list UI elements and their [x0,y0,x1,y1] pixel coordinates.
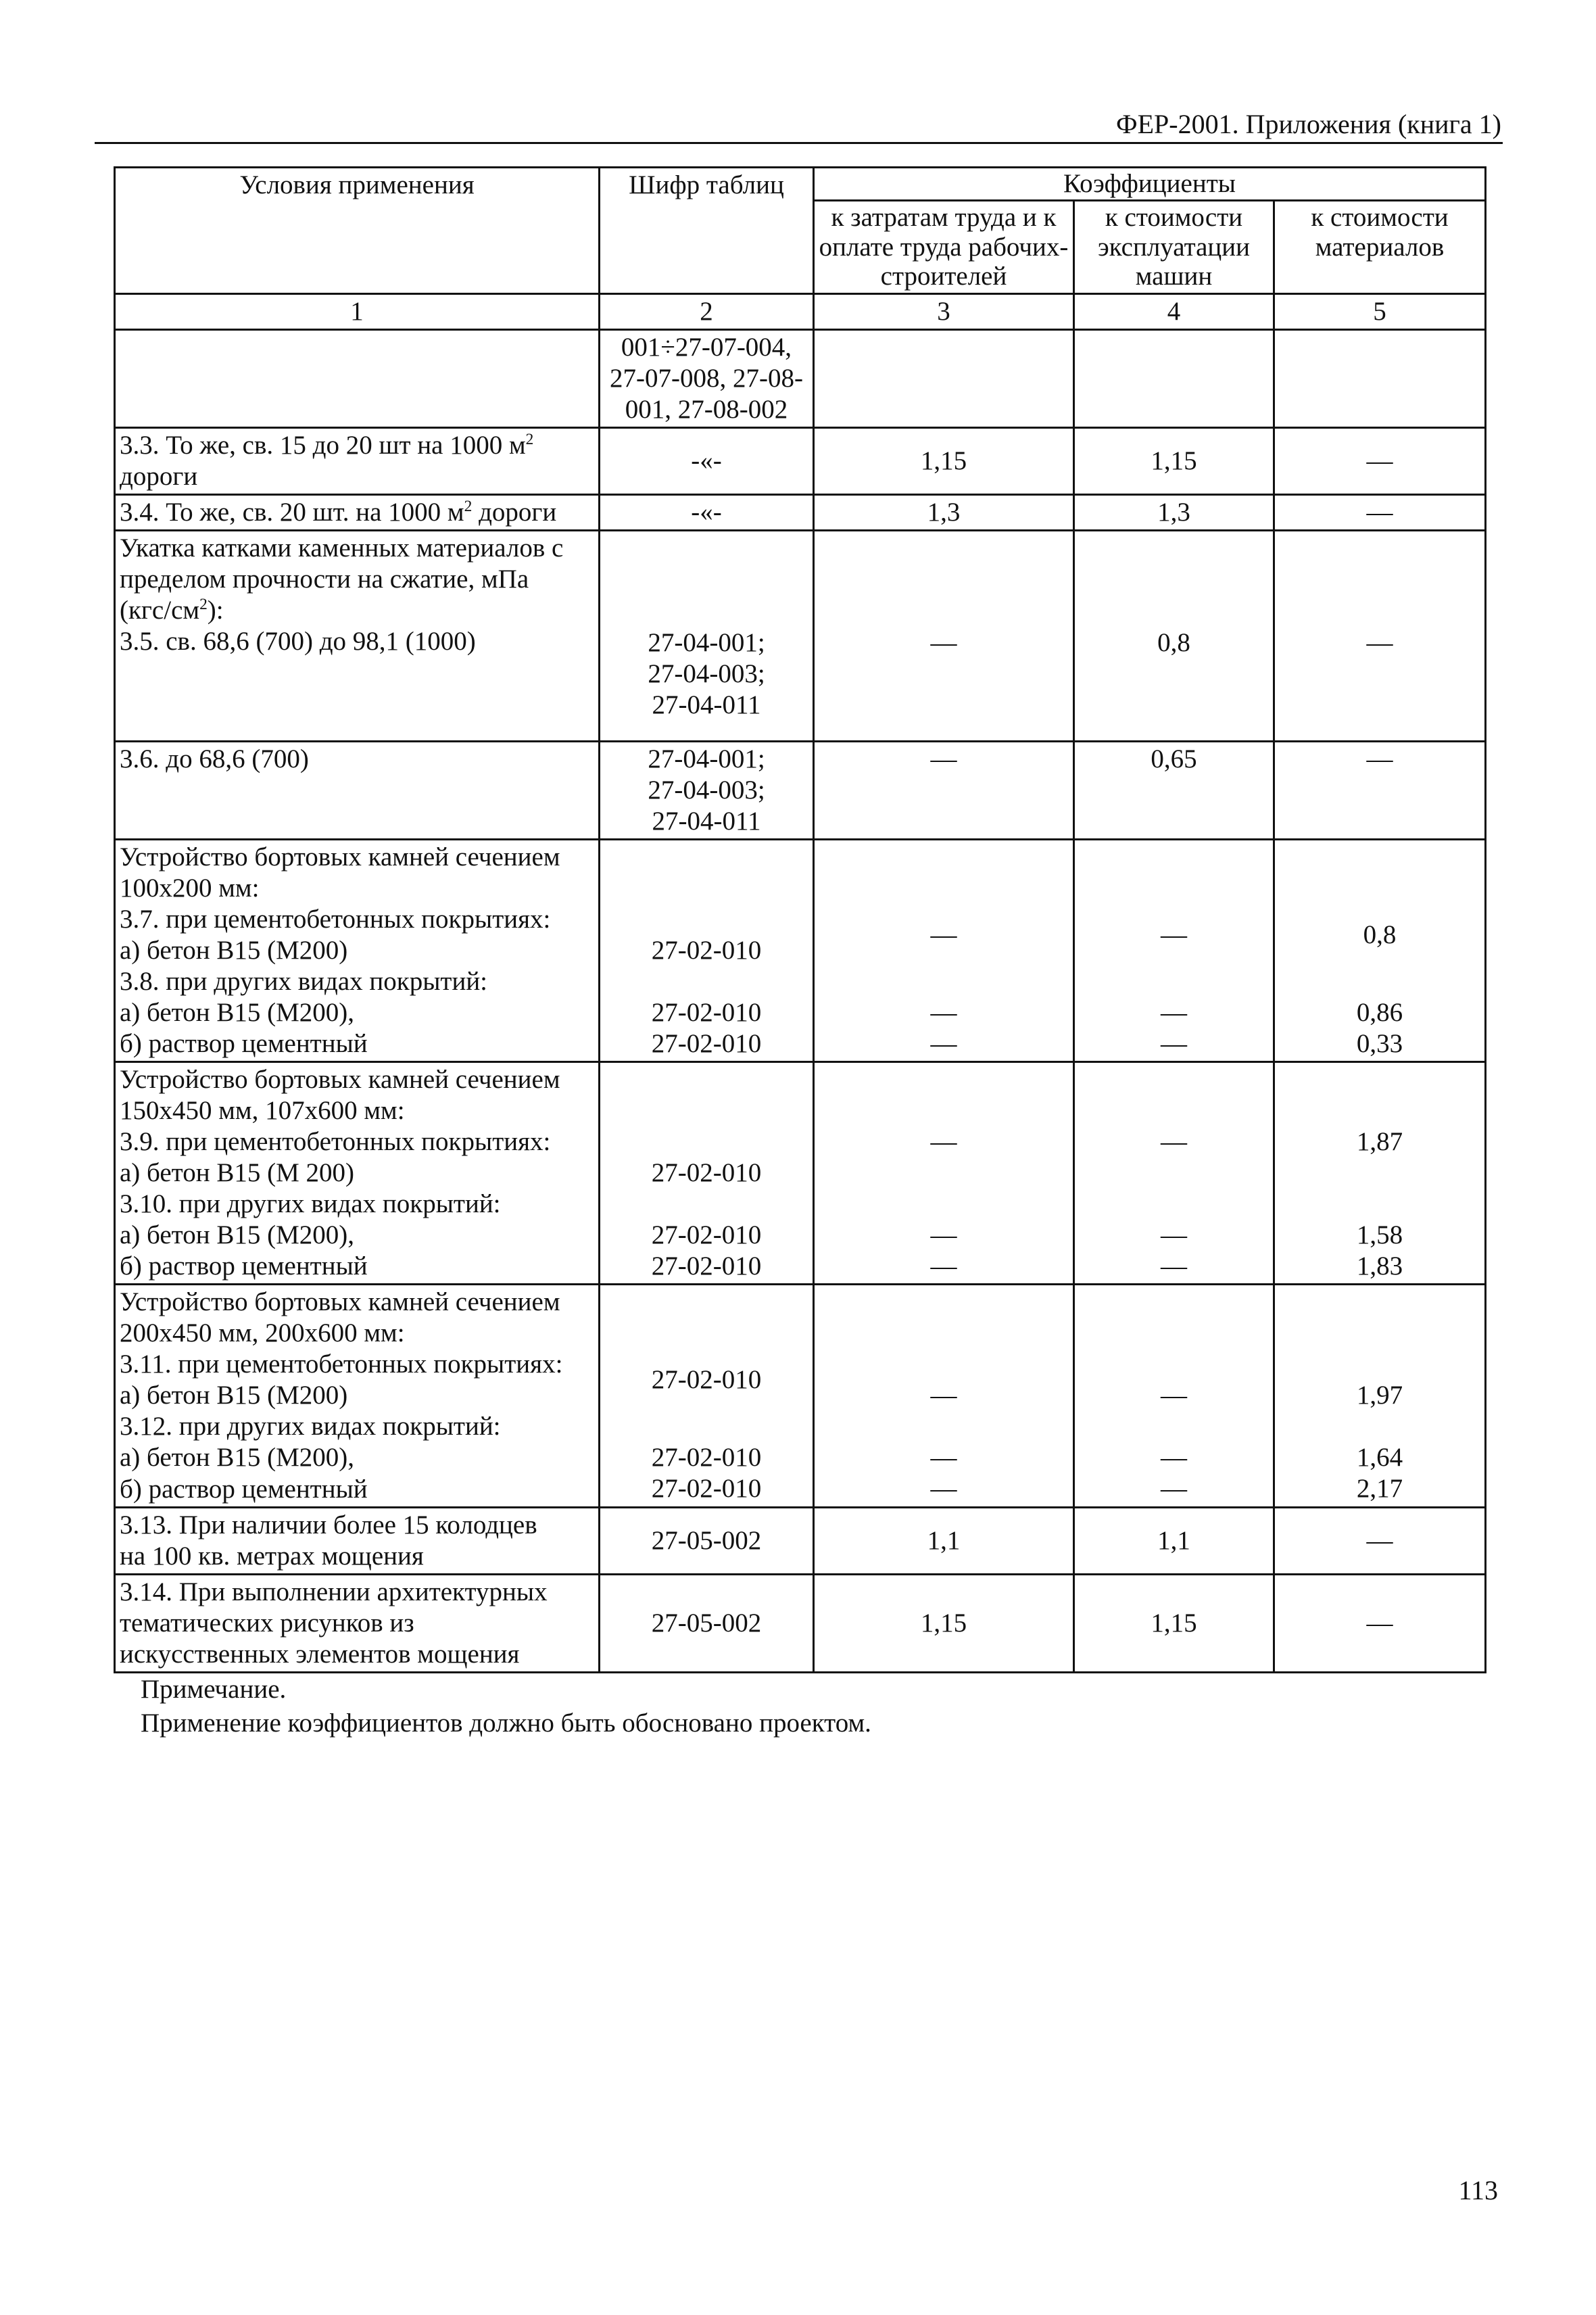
coef-labor-cell: 1,1 [814,1507,1074,1574]
coef-machines-cell: — — — [1074,1062,1274,1285]
coef-labor-cell: — [814,742,1074,840]
code-cell: -«- [600,428,814,495]
condition-cell: Укатка катками каменных материалов с пределом прочности на сжатие, мПа $(кгс/см^2)$: 3.5. св. 68,6 (700) до 98,1 (1000) [115,531,600,742]
table-row [115,1062,1486,1285]
code-cell: 27-05-002 [600,1574,814,1672]
col-header-table-code: Шифр таблиц [600,168,814,294]
coef-materials-cell: — [1274,428,1486,495]
code-cell: 27-02-010 27-02-010 27-02-010 [600,1285,814,1507]
code-cell: 27-02-010 27-02-010 27-02-010 [600,1062,814,1285]
column-number-row [115,294,1486,330]
col-number-3: 3 [814,294,1074,330]
page-number: 113 [1458,2175,1498,2205]
table-row [115,1285,1486,1507]
coef-machines-cell: 1,3 [1074,495,1274,531]
coef-labor-cell: — — — [814,840,1074,1062]
coef-machines-cell: 0,65 [1074,742,1274,840]
coef-labor-cell: 1,15 [814,428,1074,495]
running-title: ФЕР-2001. Приложения (книга 1) [1116,109,1501,139]
coef-materials-cell: — [1274,495,1486,531]
coef-labor-cell: — [814,531,1074,742]
coef-materials-cell: — [1274,1574,1486,1672]
header-rule [95,142,1503,144]
col-header-coefficients: Коэффициенты [814,168,1486,201]
code-cell: 27-02-010 27-02-010 27-02-010 [600,840,814,1062]
note-text: Применение коэффициентов должно быть обосновано проектом. [141,1708,871,1738]
coef-materials-cell: 0,8 0,86 0,33 [1274,840,1486,1062]
col-header-conditions: Условия применения [115,168,600,294]
table-row [115,1507,1486,1574]
table-row [115,495,1486,531]
table-row [115,330,1486,428]
coef-labor-cell [814,330,1074,428]
table-row [115,1574,1486,1672]
condition-cell: Устройство бортовых камней сечением 100х200 мм: 3.7. при цементобетонных покрытиях: а) бетон В15 (М200) 3.8. при других видах покрытий: а) бетон В15 (М200), б) раствор цементный [115,840,600,1062]
condition-cell: Устройство бортовых камней сечением 150х450 мм, 107х600 мм: 3.9. при цементобетонных покрытиях: а) бетон В15 (М 200) 3.10. при других видах покрытий: а) бетон В15 (М200), б) раствор цементный [115,1062,600,1285]
coef-materials-cell: 1,97 1,64 2,17 [1274,1285,1486,1507]
table-row [115,840,1486,1062]
code-cell: 27-04-001; 27-04-003; 27-04-011 [600,742,814,840]
coef-machines-cell: 1,15 [1074,428,1274,495]
col-number-5: 5 [1274,294,1486,330]
condition-cell: 3.14. При выполнении архитектурных тематических рисунков из искусственных элементов мощения [115,1574,600,1672]
coef-labor-cell: — — — [814,1285,1074,1507]
coef-materials-cell: 1,87 1,58 1,83 [1274,1062,1486,1285]
code-cell: -«- [600,495,814,531]
note-title: Примечание. [141,1675,287,1704]
coef-materials-cell [1274,330,1486,428]
coef-machines-cell: 1,1 [1074,1507,1274,1574]
note-block [141,1673,871,1740]
condition-cell: 3.6. до 68,6 (700) [115,742,600,840]
table-row [115,428,1486,495]
condition-cell: 3.3. То же, св. 15 до 20 шт на 1000 $м^2$ дороги [115,428,600,495]
code-cell: 001÷27-07-004, 27-07-008, 27-08- 001, 27-08-002 [600,330,814,428]
coef-machines-cell [1074,330,1274,428]
code-cell: 27-05-002 [600,1507,814,1574]
coef-materials-cell: — [1274,531,1486,742]
condition-cell [115,330,600,428]
col-number-1: 1 [115,294,600,330]
col-header-labor: к затратам труда и к оплате труда рабочих-строителей [814,201,1074,294]
col-number-2: 2 [600,294,814,330]
table-row [115,531,1486,742]
table-row [115,742,1486,840]
condition-cell: Устройство бортовых камней сечением 200х450 мм, 200х600 мм: 3.11. при цементобетонных покрытиях: а) бетон В15 (М200) 3.12. при других видах покрытий: а) бетон В15 (М200), б) раствор цементный [115,1285,600,1507]
coef-machines-cell: 0,8 [1074,531,1274,742]
condition-cell: 3.4. То же, св. 20 шт. на 1000 $м^2$ дороги [115,495,600,531]
coef-machines-cell: — — — [1074,1285,1274,1507]
coef-materials-cell: — [1274,742,1486,840]
condition-cell: 3.13. При наличии более 15 колодцев на 100 кв. метрах мощения [115,1507,600,1574]
header-row-1 [115,168,1486,201]
code-cell: 27-04-001; 27-04-003; 27-04-011 [600,531,814,742]
col-number-4: 4 [1074,294,1274,330]
coef-materials-cell: — [1274,1507,1486,1574]
coef-labor-cell: 1,15 [814,1574,1074,1672]
coef-labor-cell: 1,3 [814,495,1074,531]
coef-machines-cell: — — — [1074,840,1274,1062]
coef-machines-cell: 1,15 [1074,1574,1274,1672]
col-header-machines: к стоимости эксплуатации машин [1074,201,1274,294]
coef-labor-cell: — — — [814,1062,1074,1285]
col-header-materials: к стоимости материалов [1274,201,1486,294]
coefficients-table [114,166,1486,1673]
